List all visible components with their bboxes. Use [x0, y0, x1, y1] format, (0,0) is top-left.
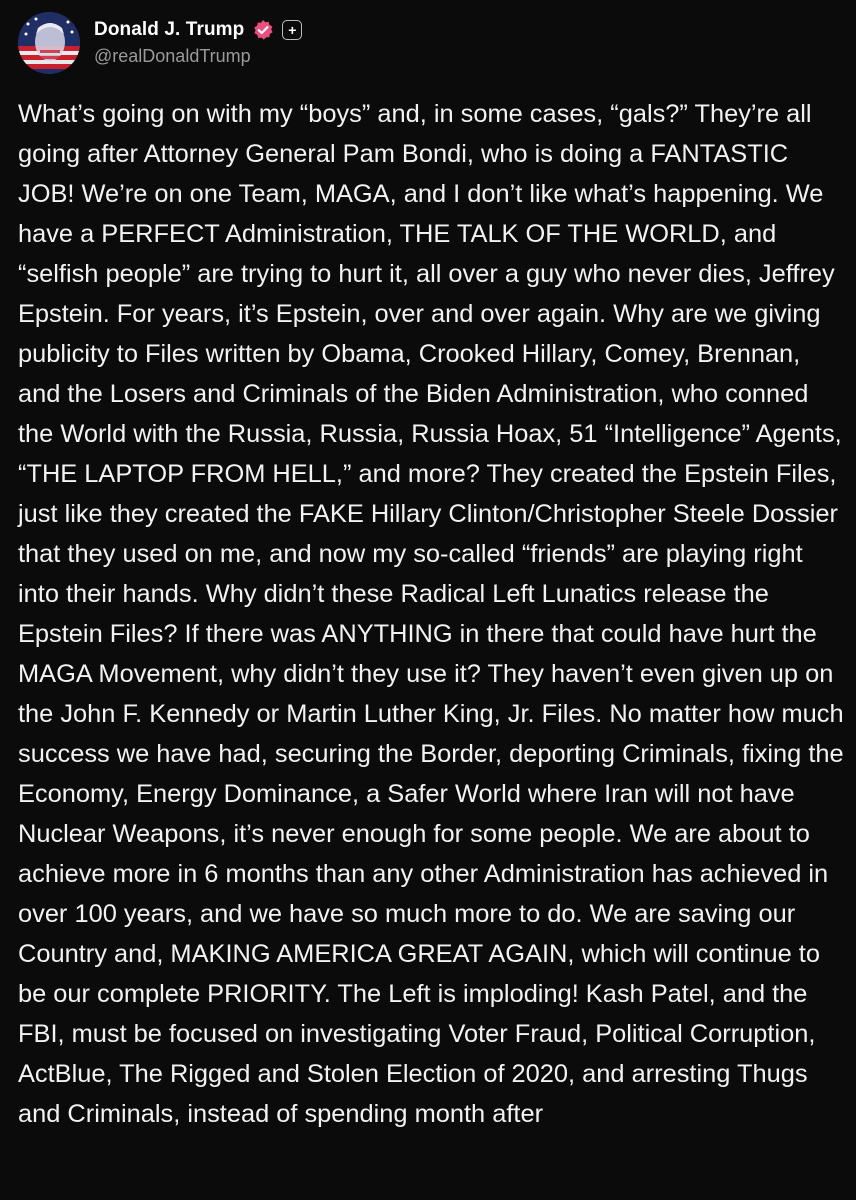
- post-header: [18, 12, 840, 74]
- avatar[interactable]: [18, 12, 80, 74]
- author-identity: [94, 19, 302, 67]
- author-display-name[interactable]: Donald J. Trump: [94, 19, 245, 40]
- post-body-text: What’s going on with my “boys” and, in some cases, “gals?” They’re all going after Attorney General Pam Bondi, who is doing a FANTASTIC JOB! We’re on one Team, MAGA, and I don’t like what’s happening. We have a PERFECT Administration, THE TALK OF THE WORLD, and “selfish people” are trying to hurt it, all over a guy who never dies, Jeffrey Epstein. For years, it’s Epstein, over and over again. Why are we giving publicity to Files written by Obama, Crooked Hillary, Comey, Brennan, and the Losers and Criminals of the Biden Administration, who conned the World with the Russia, Russia, Russia Hoax, 51 “Intelligence” Agents, “THE LAPTOP FROM HELL,” and more? They created the Epstein Files, just like they created the FAKE Hillary Clinton/Christopher Steele Dossier that they used on me, and now my so-called “friends” are playing right into their hands. Why didn’t these Radical Left Lunatics release the Epstein Files? If there was ANYTHING in there that could have hurt the MAGA Movement, why didn’t they use it? They haven’t even given up on the John F. Kennedy or Martin Luther King, Jr. Files. No matter how much success we have had, securing the Border, deporting Criminals, fixing the Economy, Energy Dominance, a Safer World where Iran will not have Nuclear Weapons, it’s never enough for some people. We are about to achieve more in 6 months than any other Administration has achieved in over 100 years, and we have so much more to do. We are saving our Country and, MAKING AMERICA GREAT AGAIN, which will continue to be our complete PRIORITY. The Left is imploding! Kash Patel, and the FBI, must be focused on investigating Voter Fraud, Political Corruption, ActBlue, The Rigged and Stolen Election of 2020, and arresting Thugs and Criminals, instead of spending month after: [18, 100, 844, 1128]
- author-name-row: [94, 19, 302, 41]
- author-handle[interactable]: @realDonaldTrump: [94, 46, 251, 66]
- verified-badge-icon: [252, 19, 274, 41]
- avatar-flag-face-icon: [18, 12, 80, 74]
- plus-icon[interactable]: +: [282, 20, 302, 40]
